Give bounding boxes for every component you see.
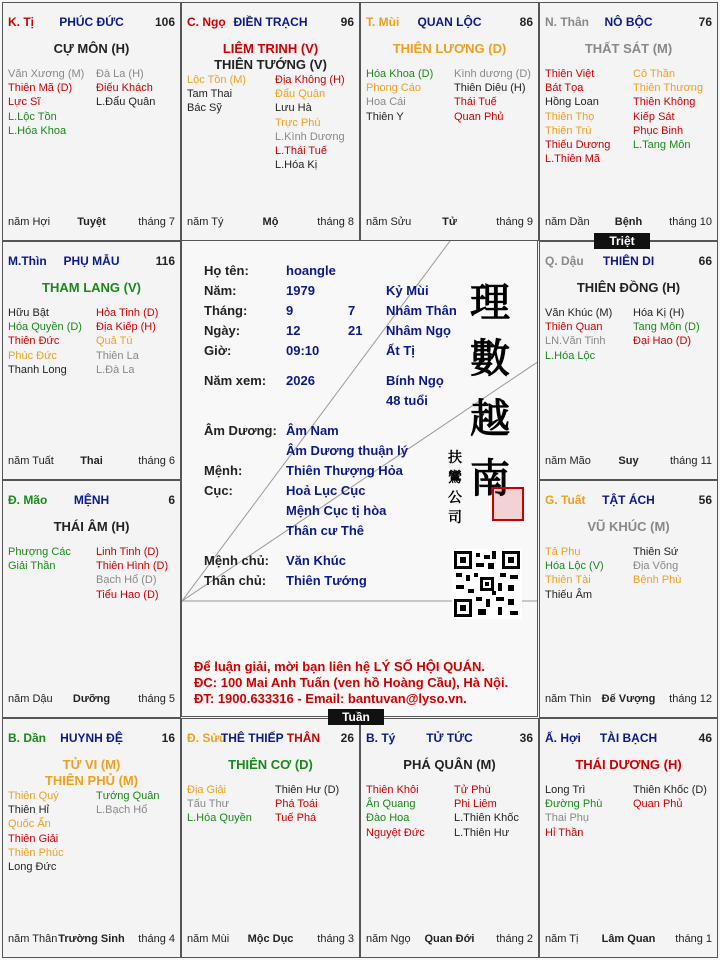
minor-star: Linh Tinh (D): [96, 546, 159, 558]
palace-than[interactable]: [539, 2, 718, 241]
palace-footer: [545, 933, 712, 947]
palace-name: PHÚC ĐỨC: [59, 15, 124, 29]
palace-month: tháng 11: [669, 455, 712, 467]
palace-header: [187, 731, 354, 747]
minor-star: Thiên Không: [633, 96, 696, 109]
palace-age: 96: [340, 15, 354, 29]
minor-star: Hóa Lộc (V): [545, 560, 604, 573]
minor-star: Bác Sỹ: [187, 102, 222, 115]
minor-star: Hóa Kị (H): [633, 307, 685, 319]
minor-star: Thiên Sứ: [633, 546, 679, 558]
palace-year: năm Ngọ: [366, 933, 411, 945]
ngay-am-value: 21: [348, 323, 363, 338]
minor-star: Thiên Y: [366, 110, 404, 123]
minor-stars-right: [275, 73, 360, 172]
seal-char-2: 數: [470, 335, 510, 382]
ho-ten-label: Họ tên:: [204, 263, 249, 278]
palace-ty[interactable]: [360, 718, 539, 958]
cuc-label: Cục:: [204, 483, 233, 498]
minor-stars-left: [8, 67, 98, 138]
palace-name: MỆNH: [73, 493, 110, 507]
ngay-label: Ngày:: [204, 323, 241, 338]
triet-tag: Triệt: [594, 233, 650, 249]
minor-star: Đào Hoa: [366, 812, 410, 825]
minor-star: L.Thiên Hư: [454, 826, 510, 839]
palace-month: tháng 3: [317, 933, 354, 945]
palace-branch: N. Thân: [545, 15, 589, 29]
main-star: TỬ VI (M): [62, 757, 121, 772]
seal-small-3: 公: [448, 490, 462, 506]
palace-branch: Ấ. Hợi: [545, 731, 581, 745]
minor-star: Văn Khúc (M): [545, 307, 613, 319]
palace-stage: Bệnh: [614, 216, 643, 228]
minor-star: Thiên Diêu (H): [454, 82, 526, 95]
ngay-can-value: Nhâm Ngọ: [386, 323, 451, 338]
gio-value: 09:10: [286, 343, 320, 358]
palace-year: năm Sửu: [366, 216, 412, 228]
red-stamp: [492, 487, 524, 521]
palace-footer: [545, 693, 712, 707]
main-star: THÁI DƯƠNG (H): [575, 757, 682, 772]
minor-stars-left: [366, 783, 456, 840]
minor-stars-right: [633, 783, 718, 811]
minor-star: Tam Thai: [187, 88, 233, 101]
minor-star: Hóa Quyền (D): [8, 321, 82, 334]
palace-year: năm Tị: [545, 933, 579, 945]
qr-code-icon[interactable]: [452, 549, 522, 619]
palace-suu[interactable]: [181, 718, 360, 958]
palace-name: TỬ TỨC: [426, 731, 473, 745]
minor-star: L.Hóa Kị: [275, 159, 318, 172]
palace-stage: Suy: [618, 455, 639, 467]
palace-name: HUYNH ĐỆ: [60, 731, 123, 745]
main-star: THIÊN PHỦ (M): [44, 773, 139, 788]
minor-star: L.Thiên Khốc: [454, 812, 519, 825]
palace-branch: B. Tý: [366, 731, 396, 745]
nam-xem-value: 2026: [286, 373, 315, 388]
palace-header: [366, 15, 533, 31]
minor-star: Thiên La: [96, 349, 139, 362]
palace-year: năm Dậu: [8, 693, 53, 705]
nam-xem-label: Năm xem:: [204, 373, 267, 388]
minor-star: Thiên Tài: [545, 574, 591, 587]
palace-age: 36: [519, 731, 533, 745]
palace-name: THIÊN DI: [602, 254, 655, 268]
minor-star: Hoa Cái: [366, 96, 406, 109]
cuc-value-3: Thân cư Thê: [286, 523, 365, 538]
minor-star: Kiếp Sát: [633, 110, 675, 123]
minor-star: Thiên Thương: [633, 82, 704, 95]
minor-star: Địa Võng: [633, 560, 679, 573]
minor-star: Thiên Giải: [8, 832, 59, 845]
palace-month: tháng 2: [496, 933, 533, 945]
main-star: THIÊN ĐỒNG (H): [576, 280, 681, 295]
thang-value: 9: [286, 303, 294, 318]
minor-star: Thiên Hỉ: [8, 804, 49, 817]
palace-thin[interactable]: [2, 241, 181, 480]
palace-mui[interactable]: [360, 2, 539, 241]
minor-stars-right: [633, 545, 718, 588]
palace-branch: C. Ngọ: [187, 15, 226, 29]
palace-month: tháng 4: [138, 933, 175, 945]
minor-star: L.Thái Tuế: [275, 145, 327, 158]
minor-star: Tử Phù: [454, 784, 491, 796]
minor-star: L.Đẩu Quân: [96, 96, 156, 109]
thang-am-value: 7: [348, 303, 356, 318]
palace-branch: M.Thìn: [8, 254, 47, 268]
palace-stage: Quan Đới: [424, 933, 475, 945]
cuc-value-2: Mệnh Cục tị hòa: [286, 503, 387, 518]
minor-star: Long Trì: [545, 784, 586, 796]
minor-star: Thiên Khốc (D): [633, 784, 707, 796]
palace-header: [8, 731, 175, 747]
minor-star: Thiên Trù: [545, 124, 592, 137]
menh-label: Mệnh:: [204, 463, 243, 478]
minor-star: L.Lộc Tồn: [8, 110, 57, 123]
palace-footer: [545, 216, 712, 230]
minor-star: Thiếu Dương: [545, 139, 611, 152]
main-star: THIÊN CƠ (D): [228, 757, 313, 772]
menh-chu-value: Văn Khúc: [286, 553, 346, 568]
than-marker: THÂN: [286, 731, 321, 745]
minor-stars-right: [633, 306, 718, 349]
main-star: VŨ KHÚC (M): [587, 519, 670, 534]
palace-age: 106: [154, 15, 175, 29]
palace-hoi[interactable]: [539, 718, 718, 958]
minor-star: Đẩu Quân: [275, 88, 326, 101]
main-star: THIÊN LƯƠNG (D): [392, 41, 507, 56]
minor-star: Phi Liêm: [454, 798, 497, 811]
minor-stars-left: [8, 545, 98, 573]
palace-name: TÀI BẠCH: [599, 731, 658, 745]
palace-stage: Mộc Dục: [247, 933, 294, 945]
minor-star: Đường Phù: [545, 798, 603, 811]
palace-header: [545, 731, 712, 747]
minor-star: Hồng Loan: [545, 96, 599, 109]
than-chu-label: Thân chủ:: [204, 573, 267, 588]
minor-star: LN.Văn Tinh: [545, 335, 606, 348]
palace-footer: [8, 216, 175, 230]
minor-star: Lộc Tồn (M): [187, 74, 247, 86]
minor-stars-left: [187, 73, 277, 116]
palace-month: tháng 6: [138, 455, 175, 467]
gio-label: Giờ:: [204, 343, 232, 358]
palace-dau[interactable]: [539, 241, 718, 480]
seal-small-2: 鸞: [448, 470, 462, 486]
contact-line-2: ĐC: 100 Mai Anh Tuấn (ven hồ Hoàng Cầu), Hà Nội.: [194, 675, 509, 690]
minor-star: Văn Xương (M): [8, 68, 85, 80]
minor-stars-right: [454, 67, 539, 124]
minor-star: L.Hóa Lộc: [545, 349, 596, 362]
palace-name: THÊ THIẾP THÂN: [220, 731, 321, 745]
minor-star: Tuế Phá: [275, 812, 317, 825]
palace-stage: Lâm Quan: [601, 933, 656, 945]
palace-age: 6: [168, 493, 175, 507]
minor-star: Hỉ Thần: [545, 826, 584, 839]
palace-stage: Đế Vượng: [601, 693, 656, 705]
minor-star: Thái Tuế: [454, 96, 497, 109]
palace-dan[interactable]: [2, 718, 181, 958]
palace-month: tháng 1: [675, 933, 712, 945]
minor-stars-left: [187, 783, 277, 826]
minor-star: Thiên Phúc: [8, 846, 64, 859]
main-star: THÁI ÂM (H): [53, 519, 130, 534]
palace-age: 66: [698, 254, 712, 268]
minor-star: Thiên Việt: [545, 68, 595, 80]
minor-star: L.Kình Dương: [275, 130, 345, 143]
palace-age: 26: [340, 731, 354, 745]
minor-star: Long Đức: [8, 861, 57, 874]
minor-star: Quan Phủ: [454, 110, 504, 123]
minor-star: Đại Hao (D): [633, 335, 692, 348]
palace-stage: Tuyệt: [77, 216, 106, 228]
seal-char-1: 理: [470, 279, 510, 326]
seal-char-4: 南: [470, 455, 510, 502]
main-star: LIÊM TRINH (V): [222, 41, 319, 56]
minor-stars-left: [8, 306, 98, 377]
minor-star: Thiên Quý: [8, 790, 59, 802]
palace-header: [8, 254, 175, 270]
palace-stage: Dưỡng: [72, 693, 111, 705]
nam-value: 1979: [286, 283, 315, 298]
palace-tuat[interactable]: [539, 480, 718, 718]
palace-month: tháng 7: [138, 216, 175, 228]
minor-stars-left: [545, 783, 635, 840]
main-star: THAM LANG (V): [42, 280, 141, 295]
minor-star: Kình dương (D): [454, 68, 531, 80]
palace-stage: Trường Sinh: [58, 933, 125, 945]
minor-star: Thiên Quan: [545, 321, 603, 334]
minor-star: L.Bạch Hổ: [96, 804, 148, 817]
minor-star: Quan Phủ: [633, 798, 683, 811]
contact-line-3[interactable]: ĐT: 1900.633316 - Email: bantuvan@lyso.vn.: [194, 691, 467, 706]
minor-star: Thiên Hư (D): [275, 784, 340, 796]
palace-month: tháng 8: [317, 216, 354, 228]
am-duong-value: Âm Nam: [286, 423, 339, 438]
minor-star: Điếu Khách: [96, 82, 153, 95]
palace-footer: [8, 933, 175, 947]
minor-star: L.Tang Môn: [633, 139, 691, 152]
thang-label: Tháng:: [204, 303, 248, 318]
than-chu-value: Thiên Tướng: [286, 573, 367, 588]
palace-footer: [545, 455, 712, 469]
minor-star: Phục Binh: [633, 124, 684, 137]
palace-ti[interactable]: [2, 2, 181, 241]
palace-mao[interactable]: [2, 480, 181, 718]
palace-footer: [366, 933, 533, 947]
minor-stars-left: [545, 545, 635, 602]
thang-can-value: Nhâm Thân: [386, 303, 457, 318]
minor-star: Phượng Các: [8, 546, 71, 558]
minor-stars-right: [96, 545, 181, 602]
minor-star: Tiểu Hao (D): [96, 588, 159, 601]
minor-star: Phúc Đức: [8, 349, 57, 362]
minor-star: Tướng Quân: [96, 790, 160, 802]
center-info-panel: [181, 240, 538, 717]
palace-footer: [8, 693, 175, 707]
minor-star: Thiên Mã (D): [8, 82, 73, 95]
palace-year: năm Thìn: [545, 693, 592, 705]
minor-stars-left: [545, 306, 635, 363]
minor-star: Cô Thần: [633, 68, 675, 80]
minor-star: L.Thiên Mã: [545, 153, 601, 166]
minor-star: Tang Môn (D): [633, 321, 700, 334]
ngay-value: 12: [286, 323, 301, 338]
main-star: THẤT SÁT (M): [584, 41, 673, 56]
palace-header: [545, 254, 712, 270]
minor-star: Lưu Hà: [275, 102, 312, 115]
minor-star: Đà La (H): [96, 68, 144, 80]
palace-year: năm Mão: [545, 455, 591, 467]
gio-can-value: Ất Tị: [386, 343, 415, 358]
minor-star: Quốc Ấn: [8, 818, 51, 831]
tuoi-value: 48 tuổi: [386, 393, 428, 408]
seal-small-4: 司: [448, 510, 462, 526]
nam-label: Năm:: [204, 283, 237, 298]
minor-star: Lực Sĩ: [8, 96, 41, 109]
ho-ten-value: hoangle: [286, 263, 336, 278]
palace-header: [187, 15, 354, 31]
nam-xem-can-value: Bính Ngọ: [386, 373, 444, 388]
palace-header: [366, 731, 533, 747]
minor-star: Phá Toái: [275, 798, 318, 811]
palace-age: 76: [698, 15, 712, 29]
palace-branch: Đ. Sửu: [187, 731, 227, 745]
palace-year: năm Dần: [545, 216, 590, 228]
palace-year: năm Hợi: [8, 216, 51, 228]
minor-star: Hữu Bật: [8, 307, 49, 319]
palace-name: NÔ BỘC: [604, 15, 653, 29]
palace-age: 116: [155, 254, 175, 268]
palace-branch: B. Dần: [8, 731, 47, 745]
minor-star: Giải Thần: [8, 560, 56, 573]
tuan-tag: Tuần: [328, 709, 384, 725]
palace-ngo[interactable]: [181, 2, 360, 241]
palace-footer: [187, 216, 354, 230]
minor-stars-left: [545, 67, 635, 166]
minor-star: Hỏa Tinh (D): [96, 307, 159, 319]
palace-branch: T. Mùi: [366, 15, 400, 29]
am-duong-value-2: Âm Dương thuận lý: [286, 443, 408, 458]
main-star: CỰ MÔN (H): [53, 41, 130, 56]
minor-star: Thiếu Âm: [545, 588, 593, 601]
palace-branch: K. Tị: [8, 15, 34, 29]
minor-star: Hóa Khoa (D): [366, 68, 434, 80]
main-star: THIÊN TƯỚNG (V): [214, 57, 327, 72]
minor-star: Bạch Hổ (D): [96, 574, 157, 587]
minor-star: L.Đà La: [96, 363, 135, 376]
minor-star: Tấu Thư: [187, 798, 230, 811]
contact-line-1: Để luận giải, mời bạn liên hệ LÝ SỐ HỘI QUÁN.: [194, 659, 485, 674]
minor-star: Tả Phụ: [545, 546, 581, 558]
palace-month: tháng 12: [669, 693, 712, 705]
palace-month: tháng 9: [496, 216, 533, 228]
minor-stars-right: [96, 306, 181, 377]
palace-name: PHỤ MẪU: [63, 254, 120, 268]
palace-branch: Q. Dậu: [545, 254, 584, 268]
palace-age: 86: [519, 15, 533, 29]
minor-star: Thiên Khôi: [366, 784, 419, 796]
nam-can-value: Kỷ Mùi: [386, 283, 429, 298]
palace-year: năm Tuất: [8, 455, 54, 467]
cuc-value: Hoả Lục Cục: [286, 483, 366, 498]
minor-star: Ân Quang: [366, 798, 416, 811]
minor-star: Thiên Thọ: [545, 110, 595, 123]
minor-stars-left: [366, 67, 456, 124]
palace-header: [8, 15, 175, 31]
minor-stars-right: [96, 789, 181, 817]
palace-name: TẬT ÁCH: [602, 493, 655, 507]
minor-star: Nguyệt Đức: [366, 826, 425, 839]
minor-stars-left: [8, 789, 98, 874]
palace-month: tháng 5: [138, 693, 175, 705]
minor-star: Bát Tọa: [545, 82, 584, 95]
menh-chu-label: Mệnh chủ:: [204, 553, 269, 568]
minor-star: Quả Tú: [96, 335, 133, 348]
palace-name: QUAN LỘC: [417, 15, 482, 29]
palace-branch: G. Tuất: [545, 493, 586, 507]
minor-star: Thanh Long: [8, 363, 67, 376]
minor-star: Trực Phù: [275, 116, 321, 129]
palace-month: tháng 10: [669, 216, 712, 228]
palace-name: ĐIỀN TRẠCH: [233, 15, 308, 29]
seal-char-3: 越: [470, 395, 510, 442]
palace-footer: [366, 216, 533, 230]
palace-year: năm Tý: [187, 216, 224, 228]
palace-header: [545, 15, 712, 31]
palace-age: 16: [161, 731, 175, 745]
minor-star: Bệnh Phù: [633, 574, 682, 587]
minor-star: Địa Giải: [187, 784, 227, 796]
minor-star: Phong Cáo: [366, 82, 422, 95]
palace-age: 46: [698, 731, 712, 745]
palace-header: [545, 493, 712, 509]
minor-star: Thiên Hình (D): [96, 560, 169, 573]
palace-year: năm Thân: [8, 933, 58, 945]
minor-star: Thiên Đức: [8, 335, 60, 348]
palace-year: năm Mùi: [187, 933, 230, 945]
palace-footer: [8, 455, 175, 469]
minor-star: Thai Phụ: [545, 812, 590, 825]
palace-branch: Đ. Mão: [8, 493, 48, 507]
minor-star: Địa Kiếp (H): [96, 321, 156, 334]
minor-stars-right: [633, 67, 718, 152]
palace-stage: Mộ: [262, 216, 279, 228]
palace-stage: Thai: [80, 455, 103, 467]
main-star: PHÁ QUÂN (M): [403, 757, 496, 772]
seal-small-1: 扶: [448, 450, 462, 466]
minor-stars-right: [454, 783, 539, 840]
minor-star: Địa Không (H): [275, 74, 345, 86]
minor-stars-right: [96, 67, 181, 110]
minor-star: L.Hóa Quyền: [187, 812, 252, 825]
am-duong-label: Âm Dương:: [204, 423, 277, 438]
palace-stage: Tử: [442, 216, 457, 228]
palace-header: [8, 493, 175, 509]
palace-age: 56: [698, 493, 712, 507]
minor-star: L.Hóa Khoa: [8, 124, 67, 137]
menh-value: Thiên Thượng Hỏa: [286, 463, 403, 478]
minor-stars-right: [275, 783, 360, 826]
palace-footer: [187, 933, 354, 947]
